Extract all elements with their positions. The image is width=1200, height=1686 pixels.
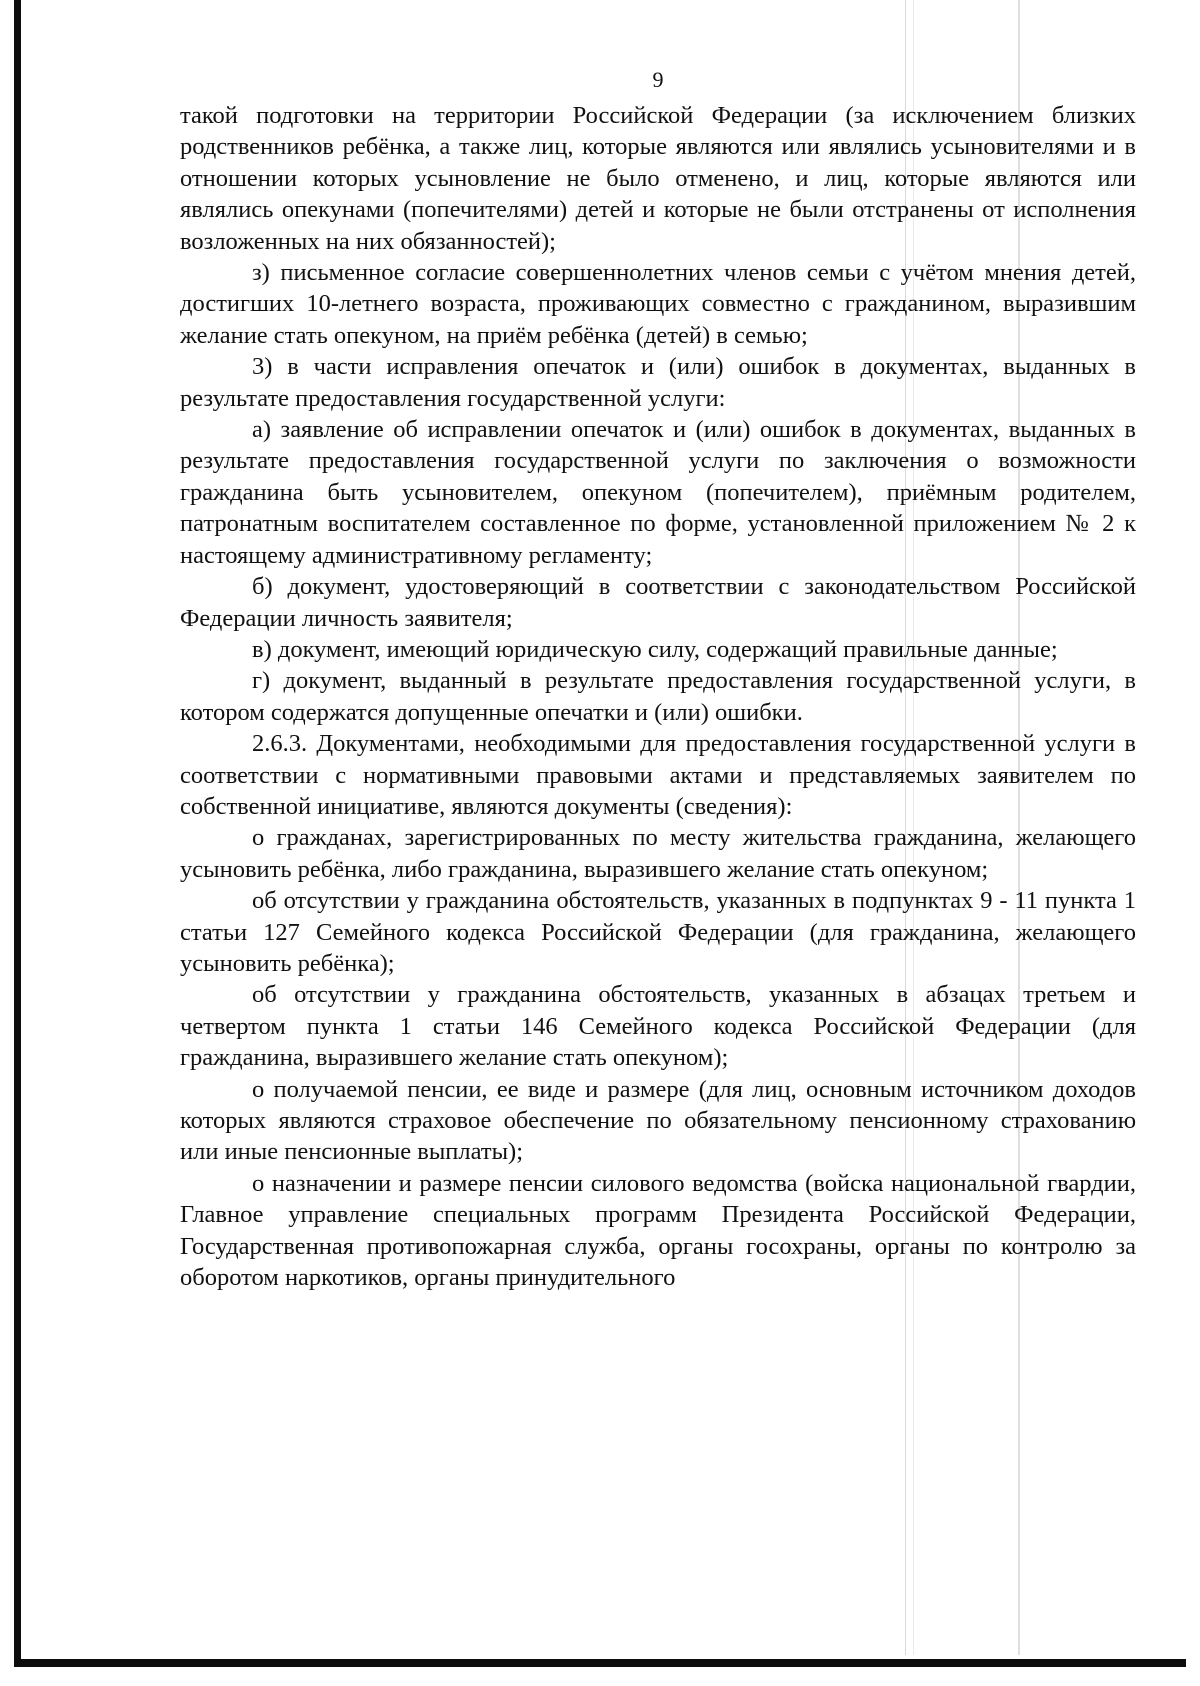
paragraph-item-v: в) документ, имеющий юридическую силу, содержащий правильные данные;: [252, 635, 1058, 663]
paragraph-registered-citizens: о гражданах, зарегистрированных по месту жительства гражданина, желающего усыновить ребёнка, либо гражданина, выразившего желание стать опекуном;: [180, 824, 1136, 883]
paragraph-item-g: г) документ, выданный в результате предоставления государственной услуги, в котором содержатся допущенные опечатки и (или) ошибки.: [180, 667, 1136, 726]
document-page: [180, 60, 1136, 1293]
paragraph-item-3: 3) в части исправления опечаток и (или) ошибок в документах, выданных в результате предоставления государственной услуги:: [180, 353, 1136, 412]
paragraph-item-b: б) документ, удостоверяющий в соответствии с законодательством Российской Федерации личность заявителя;: [180, 573, 1136, 632]
paragraph-article-146: об отсутствии у гражданина обстоятельств, указанных в абзацах третьем и четвертом пункта 1 статьи 146 Семейного кодекса Российской Федерации (для гражданина, выразившего желание стать опекуном);: [180, 981, 1136, 1072]
scan-border-left: [14, 0, 21, 1666]
paragraph-section-2-6-3: 2.6.3. Документами, необходимыми для предоставления государственной услуги в соответствии с нормативными правовыми актами и представляемых заявителем по собственной инициативе, являются документы (сведения):: [180, 730, 1136, 820]
paragraph-pension: о получаемой пенсии, ее виде и размере (для лиц, основным источником доходов которых являются страховое обеспечение по обязательному пенсионному страхованию или иные пенсионные выплаты);: [180, 1075, 1136, 1166]
scan-border-bottom: [14, 1659, 1186, 1667]
paragraph-article-127: об отсутствии у гражданина обстоятельств, указанных в подпунктах 9 - 11 пункта 1 статьи 127 Семейного кодекса Российской Федерации (для гражданина, желающего усыновить ребёнка);: [180, 887, 1136, 977]
document-body: [180, 100, 1136, 1293]
paragraph-security-pension: о назначении и размере пенсии силового ведомства (войска национальной гвардии, Главное управление специальных программ Президента Российской Федерации, Государственная противопожарная служба, органы госохраны, органы по контролю за оборотом наркотиков, органы принудительного: [180, 1169, 1136, 1292]
paragraph-item-z: з) письменное согласие совершеннолетних членов семьи с учётом мнения детей, достигших 10-летнего возраста, проживающих совместно с гражданином, выразившим желание стать опекуном, на приём ребёнка (детей) в семью;: [180, 259, 1136, 349]
page-number: 9: [652, 67, 664, 92]
paragraph-item-a: а) заявление об исправлении опечаток и (или) ошибок в документах, выданных в результате предоставления государственной услуги по заключения о возможности гражданина быть усыновителем, опекуном (попечителем), приёмным родителем, патронатным воспитателем составленное по форме, установленной приложением № 2 к настоящему административному регламенту;: [180, 416, 1136, 569]
paragraph-continuation: такой подготовки на территории Российской Федерации (за исключением близких родственников ребёнка, а также лиц, которые являются или являлись усыновителями и в отношении которых усыновление не было отменено, и лиц, которые являются или являлись опекунами (попечителями) детей и которые не были отстранены от исполнения возложенных на них обязанностей);: [180, 102, 1136, 255]
